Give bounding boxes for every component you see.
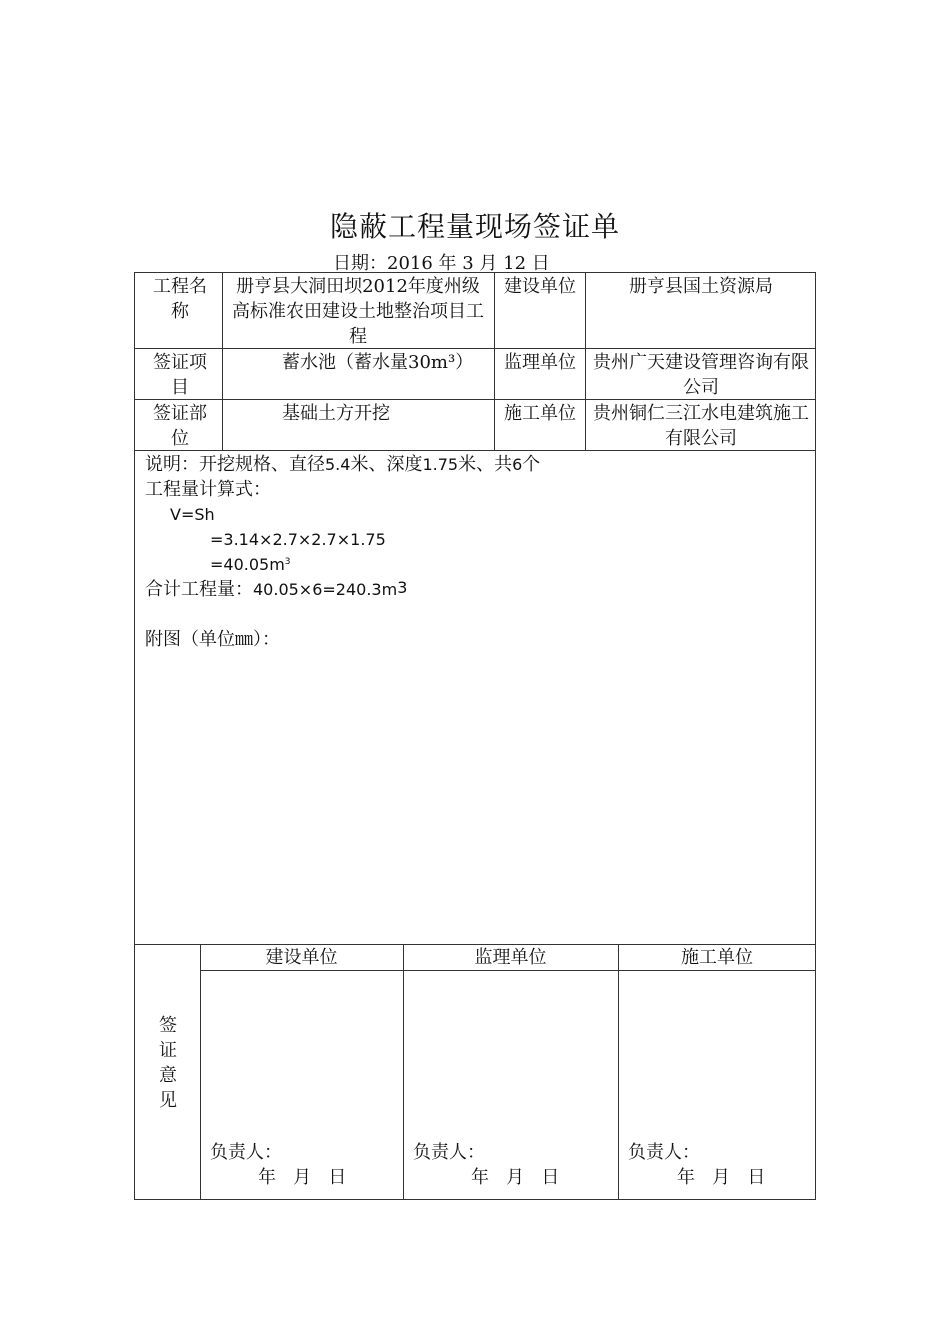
attachment-label: 附图（单位㎜）：: [145, 629, 280, 650]
document-title: 隐蔽工程量现场签证单: [329, 210, 620, 243]
supervisor-date: 年 月 日: [471, 1167, 560, 1188]
location-label: 签证部位: [153, 403, 207, 449]
owner-value: 册亨县国土资源局: [629, 276, 773, 297]
item-value: 蓄水池（蓄水量30m³）: [282, 352, 474, 373]
formula-line-3: $=40.05m^3$: [210, 555, 291, 574]
document-date: 日期：2016 年 3 月 12 日: [333, 253, 550, 274]
supervisor-label: 监理单位: [504, 352, 576, 373]
supervisor-responsible: 负责人：: [413, 1142, 485, 1163]
item-label: 签证项目: [153, 352, 207, 398]
calc-label: 工程量计算式：: [145, 479, 271, 500]
signoff-owner-header: 建设单位: [265, 947, 338, 968]
owner-date: 年 月 日: [258, 1167, 347, 1188]
location-value: 基础土方开挖: [282, 403, 390, 424]
owner-responsible: 负责人：: [210, 1142, 282, 1163]
signoff-label: 签证意见: [159, 1015, 177, 1111]
formula-line-2: =3.14×2.7×2.7×1.75: [210, 530, 386, 549]
project-name-value: 册亨县大洞田坝2012年度州级高标准农田建设土地整治项目工程: [232, 276, 484, 347]
project-name-label: 工程名称: [153, 276, 207, 322]
signoff-supervisor-header: 监理单位: [474, 947, 547, 968]
contractor-label: 施工单位: [504, 403, 576, 424]
contractor-date: 年 月 日: [677, 1167, 766, 1188]
description-line: 说明：开挖规格、直径5.4米、深度1.75米、共6个: [145, 454, 541, 475]
signoff-contractor-header: 施工单位: [681, 947, 753, 968]
supervisor-value: 贵州广天建设管理咨询有限公司: [593, 352, 809, 398]
formula-line-1: V=Sh: [170, 505, 215, 524]
total-line: 合计工程量：$40.05\times 6=240.3m^3$: [145, 578, 408, 600]
owner-label: 建设单位: [504, 276, 576, 297]
contractor-responsible: 负责人：: [628, 1142, 700, 1163]
contractor-value: 贵州铜仁三江水电建筑施工有限公司: [593, 403, 809, 449]
